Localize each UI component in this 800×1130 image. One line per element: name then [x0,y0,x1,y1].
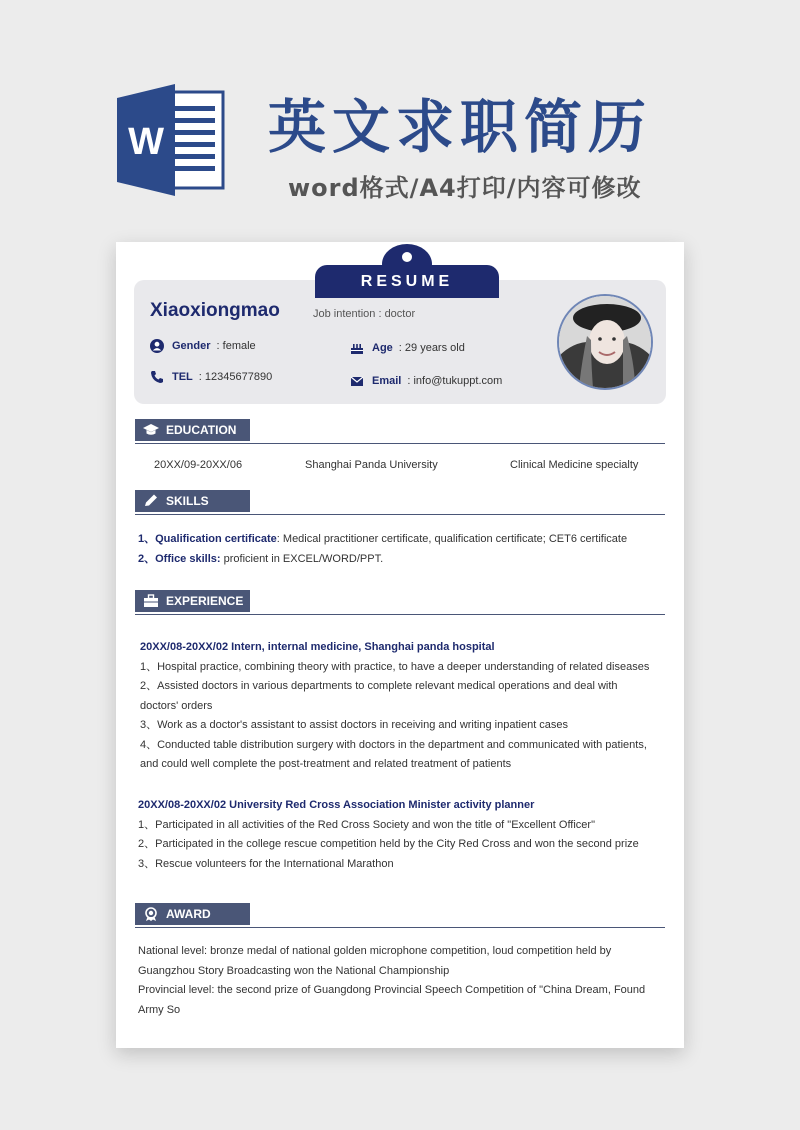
skills-section-header [135,490,665,512]
medal-icon [143,907,159,921]
experience-tag [135,590,250,612]
job-heading: 20XX/08-20XX/02 Intern, internal medicine, Shanghai panda hospital [140,641,495,653]
skill-label: Qualification certificate [155,533,277,545]
phone-icon [150,370,164,384]
job-intention: Job intention : doctor [313,308,416,320]
experience-job-1 [140,638,660,775]
briefcase-icon [143,594,159,608]
experience-divider [135,614,665,615]
skills-list [138,530,658,569]
banner-title: 英文求职简历 [268,93,653,161]
award-line: Army So [138,1003,181,1016]
education-divider [135,443,665,444]
gender-label: Gender [172,340,211,352]
education-tag [135,419,250,441]
graduation-cap-icon [143,423,159,437]
job-line: and could well complete the post-treatment and related treatment of patients [140,758,512,770]
skills-tag [135,490,250,512]
job-line: doctors' orders [140,699,213,712]
education-major: Clinical Medicine specialty [510,459,639,471]
job-line: 2、Assisted doctors in various departments to complete relevant medical operations and deal with [140,680,618,692]
cake-icon [350,341,364,355]
experience-section-header [135,590,665,612]
experience-job-2 [138,796,658,874]
tel-label: TEL [172,371,193,383]
job-intention-label: Job intention [313,308,376,320]
gender-value: female [222,340,256,352]
job-line: 1、Participated in all activities of the Red Cross Society and won the title of "Excellent Officer" [138,818,595,831]
skill-number: 2、 [138,552,156,565]
word-document-icon [117,84,227,196]
profile-photo [557,294,653,390]
skill-text: proficient in EXCEL/WORD/PPT. [223,552,384,565]
resume-tab-hole [402,252,412,262]
skill-item: 1、Qualification certificate: Medical practitioner certificate, qualification certificate; CET6 certificate [138,533,628,545]
award-line: National level: bronze medal of national golden microphone competition, loud competition held by [138,945,612,957]
age-label: Age [372,342,393,354]
job-heading: 20XX/08-20XX/02 University Red Cross Association Minister activity planner [138,799,535,811]
age-value: 29 years old [404,342,465,354]
award-title: AWARD [166,907,211,921]
job-intention-value: doctor [384,308,416,320]
award-text [138,942,658,1020]
education-section-header [135,419,665,441]
resume-page [116,242,684,1048]
email-label: Email [372,375,402,387]
job-line: 1、Hospital practice, combining theory with practice, to have a deeper understanding of related diseases [140,660,650,673]
candidate-name: Xiaoxiongmao [150,300,280,321]
tel-value: 12345677890 [204,371,273,383]
banner-subtitle: word格式/A4打印/内容可修改 [288,174,642,202]
skill-label: Office skills: [155,552,221,565]
job-line: 4、Conducted table distribution surgery with doctors in the department and communicated with patients, [140,738,647,751]
education-title: EDUCATION [166,423,237,437]
experience-title: EXPERIENCE [166,594,244,608]
job-line: 2、Participated in the college rescue competition held by the City Red Cross and won the second prize [138,838,639,850]
award-tag [135,903,250,925]
skills-divider [135,514,665,515]
email-value: info@tukuppt.com [413,375,503,387]
resume-tab-label: RESUME [360,273,454,290]
award-line: Provincial level: the second prize of Guangdong Provincial Speech Competition of "China Dream, Found [138,984,646,996]
envelope-icon [350,374,364,388]
education-school: Shanghai Panda University [305,459,438,471]
skill-number: 1、 [138,533,156,545]
user-icon [150,339,164,353]
skill-item [138,550,658,570]
award-section-header [135,903,665,925]
skill-text: Medical practitioner certificate, qualification certificate; CET6 certificate [282,533,628,545]
award-line: Guangzhou Story Broadcasting won the National Championship [138,964,450,977]
tel-row: TEL : 12345677890 [150,370,272,384]
award-divider [135,927,665,928]
word-letter: W [128,121,164,163]
job-line: 3、Rescue volunteers for the International Marathon [138,857,394,870]
skills-title: SKILLS [166,494,209,508]
education-period: 20XX/09-20XX/06 [154,459,243,471]
age-row: Age : 29 years old [350,341,465,355]
gender-row: Gender : female [150,339,256,353]
email-row: Email : info@tukuppt.com [350,374,502,388]
pencil-icon [143,494,159,508]
job-line: 3、Work as a doctor's assistant to assist doctors in receiving and writing inpatient cases [140,719,569,731]
